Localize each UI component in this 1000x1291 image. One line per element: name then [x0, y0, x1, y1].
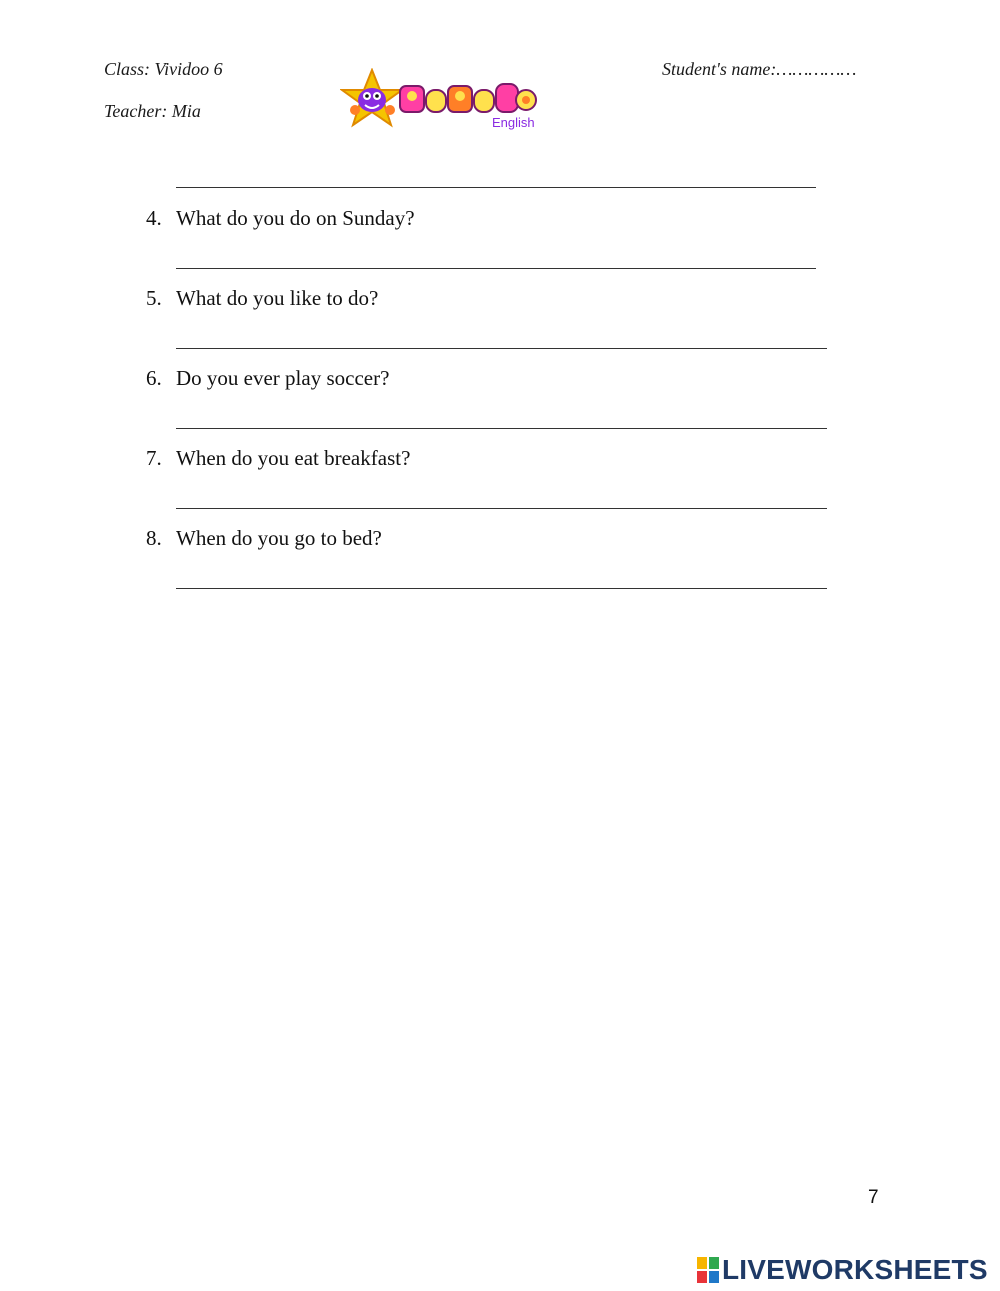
logo-english-text: English — [492, 115, 535, 130]
question-7 — [146, 446, 410, 471]
question-text: Do you ever play soccer? — [176, 366, 390, 390]
popodoo-wordmark-icon — [400, 84, 536, 112]
class-label: Class: Vividoo 6 — [104, 59, 223, 79]
answer-line-3[interactable] — [176, 187, 816, 188]
question-number: 4. — [146, 206, 162, 230]
answer-line-4[interactable] — [176, 268, 816, 269]
question-6 — [146, 366, 389, 391]
question-text: What do you do on Sunday? — [176, 206, 415, 230]
question-4 — [146, 206, 415, 231]
question-text: What do you like to do? — [176, 286, 379, 310]
liveworksheets-logo-icon — [697, 1257, 719, 1283]
answer-line-7[interactable] — [176, 508, 827, 509]
answer-line-8[interactable] — [176, 588, 827, 589]
liveworksheets-wordmark: LIVEWORKSHEETS — [722, 1254, 988, 1285]
answer-line-6[interactable] — [176, 428, 827, 429]
question-number: 8. — [146, 526, 162, 550]
student-name-label: Student's name:…………… — [662, 59, 857, 79]
question-text: When do you go to bed? — [176, 526, 382, 550]
star-mascot-icon — [342, 70, 402, 125]
question-8 — [146, 526, 382, 551]
teacher-label: Teacher: Mia — [104, 101, 201, 121]
question-text: When do you eat breakfast? — [176, 446, 411, 470]
question-number: 5. — [146, 286, 162, 310]
question-number: 7. — [146, 446, 162, 470]
question-5 — [146, 286, 378, 311]
answer-line-5[interactable] — [176, 348, 827, 349]
liveworksheets-brand[interactable] — [697, 1254, 988, 1286]
question-number: 6. — [146, 366, 162, 390]
page-number: 7 — [868, 1187, 879, 1208]
popodoo-logo — [340, 68, 550, 132]
